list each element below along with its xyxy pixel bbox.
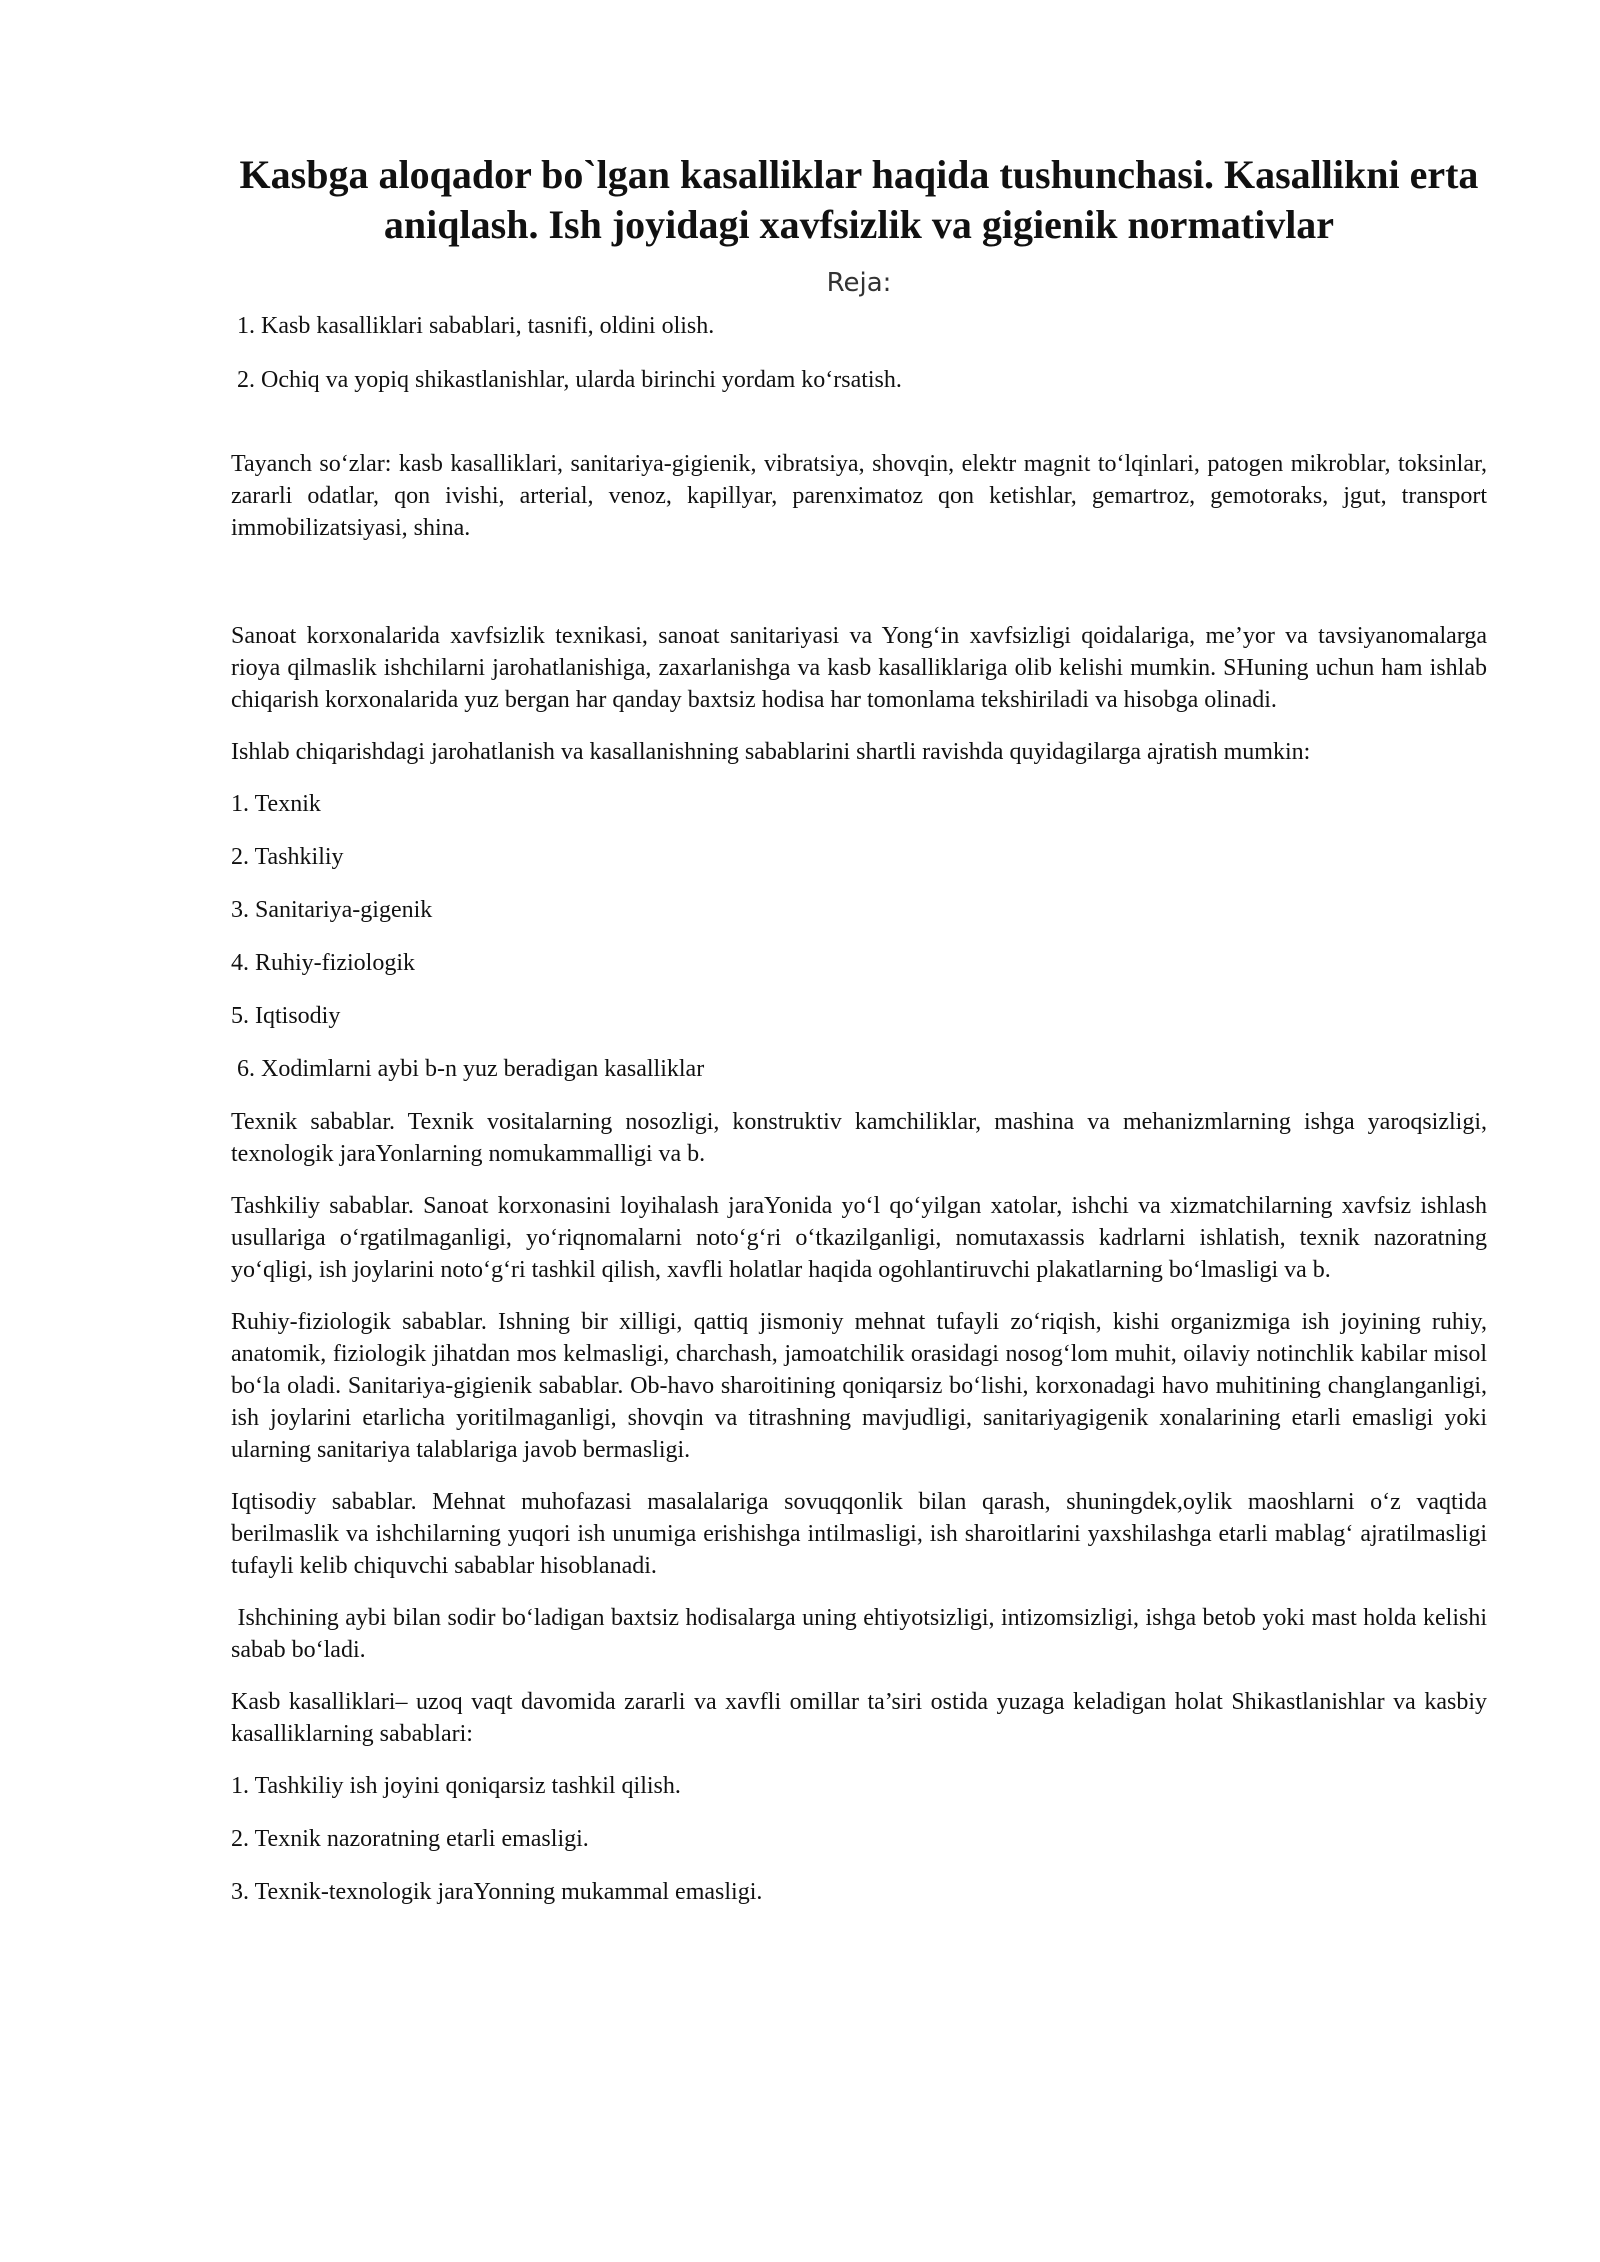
plan-list [237, 310, 1487, 396]
cause-item: 5. Iqtisodiy [231, 1003, 341, 1029]
cause-item: 2. Tashkiliy [231, 844, 344, 870]
document-page [231, 150, 1494, 1929]
psycho-physiological-causes-paragraph: Ruhiy-fiziologik sabablar. Ishning bir xilligi, qattiq jismoniy mehnat tufayli zo‘riqish, kishi organizmiga ish joyining ruhiy, anatomik, fiziologik jihatdan mos kelmasligi, charchash, jamoatchilik orasidagi nosog‘lom muhit, oilaviy notinchlik kabilar misol bo‘la oladi. Sanitariya-gigienik sabablar. Ob-havo sharoitining qoniqarsiz bo‘lishi, korxonadagi havo muhitining changlanganligi, ish joylarini etarlicha yoritilmaganligi, shovqin va titrashning mavjudligi, sanitariyagigenik xonalarining etarli emasligi yoki ularning sanitariya talablariga javob bermasligi. [231, 1309, 1487, 1463]
technical-causes-paragraph: Texnik sabablar. Texnik vositalarning nosozligi, konstruktiv kamchiliklar, mashina va mehanizmlarning ishga yaroqsizligi, texnologik jaraYonlarning nomukammalligi va b. [231, 1109, 1487, 1167]
worker-fault-paragraph: Ishchining aybi bilan sodir bo‘ladigan baxtsiz hodisalarga uning ehtiyotsizligi, intizomsizligi, ishga betob yoki mast holda kelishi sabab bo‘ladi. [231, 1605, 1494, 1663]
reason-item: 1. Tashkiliy ish joyini qoniqarsiz tashkil qilish. [231, 1773, 681, 1799]
cause-item: 4. Ruhiy-fiziologik [231, 950, 415, 976]
plan-heading: Reja: [826, 268, 892, 298]
definition-paragraph: Kasb kasalliklari– uzoq vaqt davomida zararli va xavfli omillar ta’siri ostida yuzaga keladigan holat Shikastlanishlar va kasbiy kasalliklarning sabablari: [231, 1689, 1487, 1747]
intro-paragraph: Sanoat korxonalarida xavfsizlik texnikasi, sanoat sanitariyasi va Yong‘in xavfsizligi qoidalariga, me’yor va tavsiyanomalarga rioya qilmaslik ishchilarni jarohatlanishiga, zaxarlanishga va kasb kasalliklariga olib kelishi mumkin. SHuning uchun ham ishlab chiqarish korxonalarida yuz bergan har qanday baxtsiz hodisa har tomonlama tekshiriladi va hisobga olinadi. [231, 623, 1487, 713]
cause-item: 6. Xodimlarni aybi b-n yuz beradigan kasalliklar [237, 1056, 705, 1082]
cause-item: 3. Sanitariya-gigenik [231, 897, 433, 923]
economic-causes-paragraph: Iqtisodiy sabablar. Mehnat muhofazasi masalalariga sovuqqonlik bilan qarash, shuningdek,oylik maoshlarni o‘z vaqtida berilmaslik va ishchilarning yuqori ish unumiga erishishga intilmasligi, ish sharoitlarini yaxshilashga etarli mablag‘ ajratilmasligi tufayli kelib chiquvchi sabablar hisoblanadi. [231, 1489, 1487, 1579]
document-title: Kasbga aloqador bo`lgan kasalliklar haqida tushunchasi. Kasallikni erta aniqlash. Ish joyidagi xavfsizlik va gigienik normativlar [239, 152, 1479, 247]
causes-intro-paragraph: Ishlab chiqarishdagi jarohatlanish va kasallanishning sabablarini shartli ravishda quyidagilarga ajratish mumkin: [231, 739, 1311, 765]
reason-item: 3. Texnik-texnologik jaraYonning mukammal emasligi. [231, 1879, 763, 1905]
organizational-causes-paragraph: Tashkiliy sabablar. Sanoat korxonasini loyihalash jaraYonida yo‘l qo‘yilgan xatolar, ishchi va xizmatchilarning xavfsiz ishlash usullariga o‘rgatilmaganligi, yo‘riqnomalarni noto‘g‘ri o‘tkazilganligi, nomutaxassis kadrlarni ishlatish, texnik nazoratning yo‘qligi, ish joylarini noto‘g‘ri tashkil qilish, xavfli holatlar haqida ogohlantiruvchi plakatlarning bo‘lmasligi va b. [231, 1193, 1487, 1283]
reason-item: 2. Texnik nazoratning etarli emasligi. [231, 1826, 589, 1852]
cause-item: 1. Texnik [231, 791, 321, 817]
plan-item: 2. Ochiq va yopiq shikastlanishlar, ularda birinchi yordam ko‘rsatish. [237, 367, 902, 393]
plan-item: 1. Kasb kasalliklari sabablari, tasnifi, oldini olish. [237, 313, 715, 339]
keywords-paragraph: Tayanch so‘zlar: kasb kasalliklari, sanitariya-gigienik, vibratsiya, shovqin, elektr magnit to‘lqinlari, patogen mikroblar, toksinlar, zararli odatlar, qon ivishi, arterial, venoz, kapillyar, parenximatoz qon ketishlar, gemartroz, gemotoraks, jgut, transport immobilizatsiyasi, shina. [231, 451, 1487, 541]
